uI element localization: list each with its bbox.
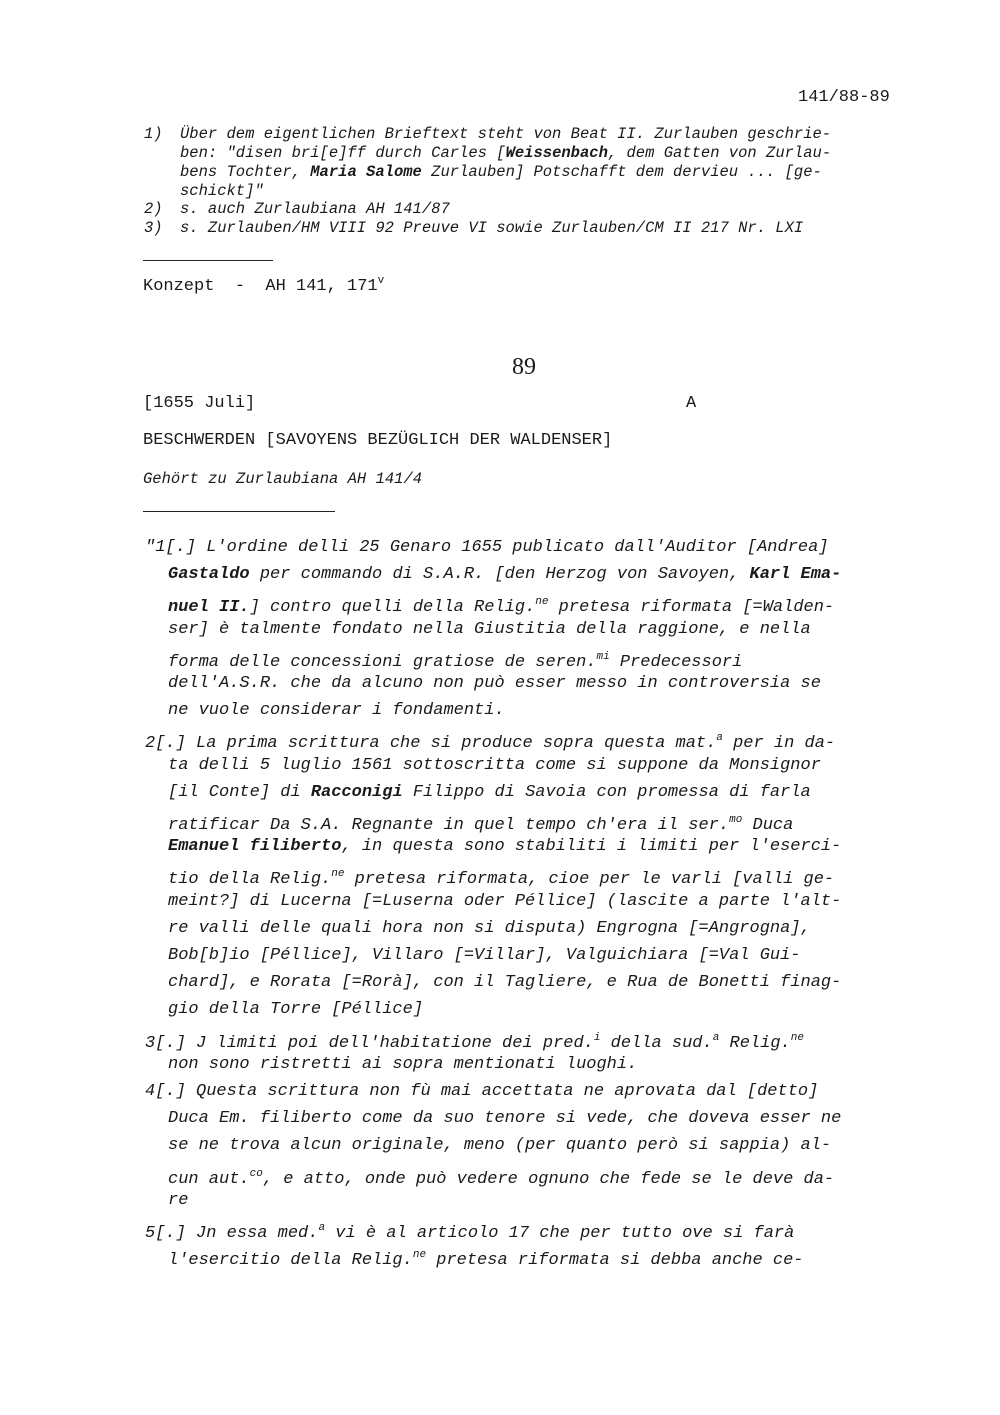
body-line: ser] è talmente fondato nella Giustitia della raggione, e nella [168,620,811,639]
bold-name: Gastaldo [168,565,250,584]
footnote-line: s. Zurlauben/HM VIII 92 Preuve VI sowie Zurlauben/CM II 217 Nr. LXI [180,219,804,237]
bold-name: nuel II. [168,598,250,617]
bold-name: Karl Ema- [749,565,842,584]
superscript: mi [596,651,610,663]
body-line: nuel II.] contro quelli della Relig.$^{ne}$ pretesa riformata [=Walden- [168,596,835,617]
body-line: cun aut.$^{co}$, e atto, onde può vedere ognuno che fede se le deve da- [168,1168,835,1189]
footnote-line: s. auch Zurlaubiana AH 141/87 [180,200,450,218]
body-line: 2[.] La prima scrittura che si produce sopra questa mat.$^a$ per in da- [145,732,836,753]
superscript: ne [535,596,549,608]
bold-name: Racconigi [310,783,403,802]
body-line: dell'A.S.R. che da alcuno non può esser messo in controversia se [168,674,821,693]
superscript: a [318,1222,326,1234]
body-line: Gastaldo per commando di S.A.R. [den Herzog von Savoyen, Karl Ema- [168,565,842,584]
footnote-number: 1) [144,125,163,143]
superscript: ne [331,868,345,880]
body-line: forma delle concessioni gratiose de seren.$^{mi}$ Predecessori [168,651,743,672]
konzept-text: Konzept - AH 141, 171 [143,277,378,296]
bold-name: Emanuel filiberto [168,837,342,856]
body-line: tio della Relig.$^{ne}$ pretesa riformata, cioe per le varli [valli ge- [168,868,835,889]
footnote-number: 3) [144,219,163,237]
konzept-reference [143,275,384,296]
body-line: gio della Torre [Péllice] [168,1000,424,1019]
superscript: mo [729,814,743,826]
belongs-to-note: Gehört zu Zurlaubiana AH 141/4 [143,470,423,488]
heading-divider [143,511,335,512]
superscript: ne [412,1249,427,1261]
footnote-number: 2) [144,200,163,218]
body-line: 4[.] Questa scrittura non fù mai accettata ne aprovata dal [detto] [145,1082,819,1101]
body-line: ratificar Da S.A. Regnante in quel tempo ch'era il ser.$^{mo}$ Duca [168,814,794,835]
body-line: ne vuole considerar i fondamenti. [168,701,505,720]
footnote-line: Über dem eigentlichen Brieftext steht von Beat II. Zurlauben geschrie- [180,125,832,143]
superscript: ne [790,1032,804,1044]
body-line: Emanuel filiberto, in questa sono stabiliti i limiti per l'eserci- [168,837,842,856]
footnote-line: bens Tochter, Maria Salome Zurlauben] Potschafft dem dervieu ... [ge- [180,163,822,181]
body-line: [il Conte] di Racconigi Filippo di Savoia con promessa di farla [168,783,811,802]
document-date: [1655 Juli] [143,394,256,413]
document-number: 89 [512,354,536,380]
document-letter: A [686,394,697,413]
footnote-line: schickt]" [180,182,264,200]
footnote-divider [143,260,273,261]
superscript: a [716,732,723,744]
body-line: chard], e Rorata [=Rorà], con il Tagliere, e Rua de Bonetti finag- [168,973,842,992]
footnote-line: ben: "disen bri[e]ff durch Carles [Weissenbach, dem Gatten von Zurlau- [180,144,832,162]
bold-name: Maria Salome [310,163,422,181]
konzept-superscript: v [377,275,385,287]
superscript: a [712,1032,720,1044]
body-line: ta delli 5 luglio 1561 sottoscritta come si suppone da Monsignor [168,756,821,775]
body-line: non sono ristretti ai sopra mentionati luoghi. [168,1055,638,1074]
body-line: se ne trova alcun originale, meno (per quanto però si sappia) al- [168,1136,832,1155]
superscript: i [593,1032,601,1044]
document-heading: BESCHWERDEN [SAVOYENS BEZÜGLICH DER WALDENSER] [143,431,613,450]
body-line: 5[.] Jn essa med.$^a$ vi è al articolo 17 che per tutto ove si farà [145,1222,795,1243]
body-line: re valli delle quali hora non si disputa) Engrogna [=Angrogna], [168,919,811,938]
body-line: re [168,1191,189,1210]
body-line: l'esercitio della Relig.$^{ne}$ pretesa riformata si debba anche ce- [168,1249,804,1270]
bold-name: Weissenbach [505,144,608,162]
body-line: meint?] di Lucerna [=Luserna oder Péllice] (lascite a parte l'alt- [168,892,842,911]
body-line: Bob[b]io [Péllice], Villaro [=Villar], Valguichiara [=Val Gui- [168,946,801,965]
superscript: co [249,1168,263,1180]
page-reference: 141/88-89 [798,88,890,107]
body-line: 3[.] J limiti poi dell'habitatione dei pred.$^i$ della sud.$^a$ Relig.$^{ne}$ [145,1032,804,1053]
body-line: "1[.] L'ordine delli 25 Genaro 1655 publicato dall'Auditor [Andrea] [145,538,829,557]
body-line: Duca Em. filiberto come da suo tenore si vede, che doveva esser ne [168,1109,842,1128]
